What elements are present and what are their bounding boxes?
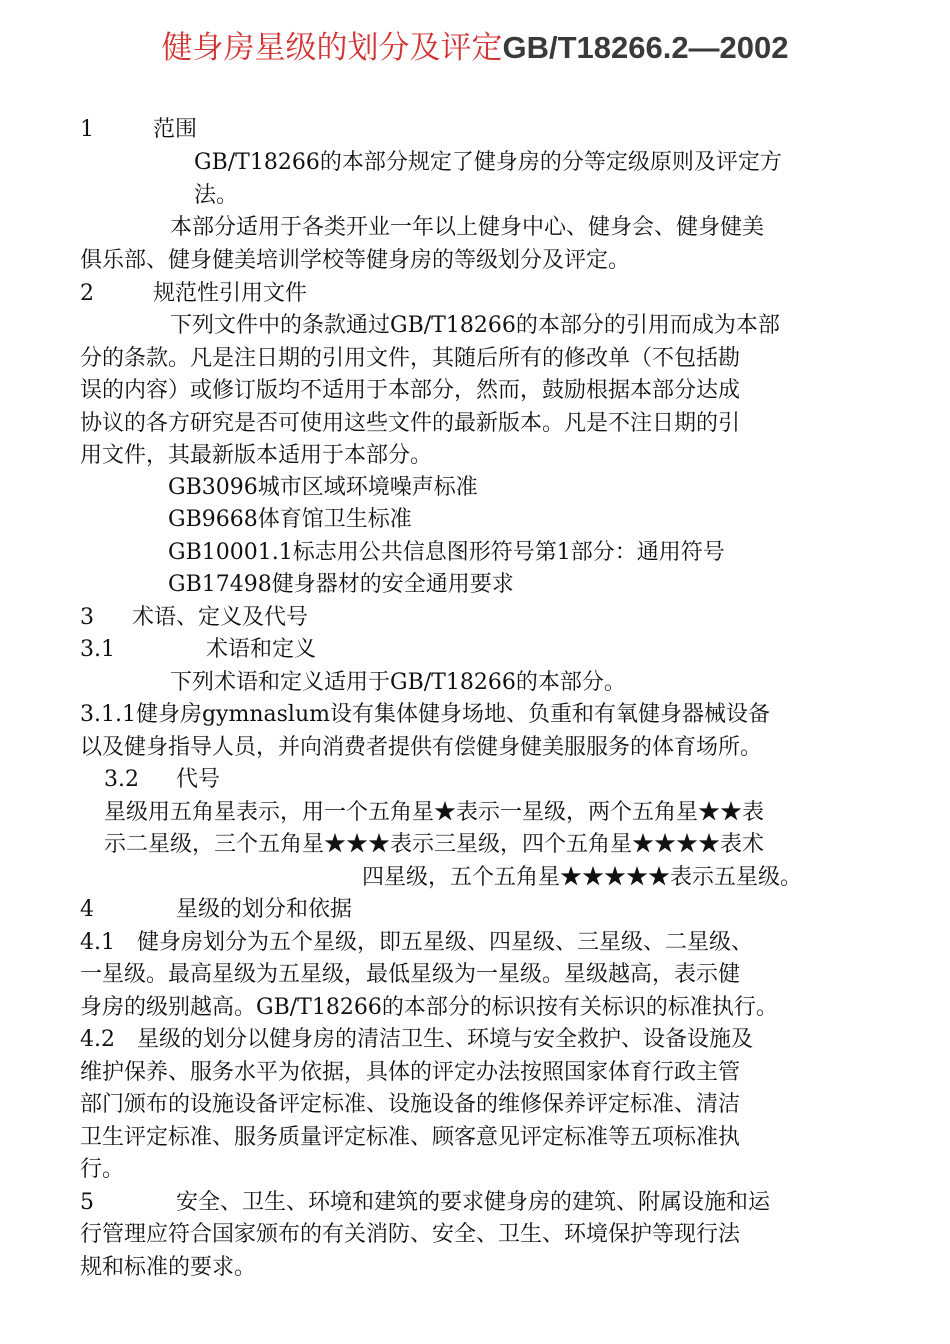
paragraph-line: 一星级。最高星级为五星级，最低星级为一星级。星级越高，表示健 [80, 962, 741, 987]
paragraph-line: 俱乐部、健身健美培训学校等健身房的等级划分及评定。 [80, 248, 631, 273]
reference-item: GB9668体育馆卫生标准 [168, 507, 412, 532]
paragraph-line: 以及健身指导人员，并向消费者提供有偿健身健美服服务的体育场所。 [80, 735, 763, 760]
paragraph-line: 四星级，五个五角星★★★★★表示五星级。 [362, 865, 803, 890]
paragraph-line: 本部分适用于各类开业一年以上健身中心、健身会、健身健美 [170, 215, 765, 240]
section-1-heading: 1 范围 [80, 117, 198, 142]
section-3-1-heading: 3.1 术语和定义 [80, 637, 317, 662]
paragraph-line: 维护保养、服务水平为依据，具体的评定办法按照国家体育行政主管 [80, 1060, 741, 1085]
section-3-2-heading: 3.2 代号 [104, 767, 221, 792]
reference-item: GB3096城市区域环境噪声标准 [168, 475, 478, 500]
section-4-heading: 4 星级的划分和依据 [80, 897, 353, 922]
paragraph-line: 行。 [80, 1157, 125, 1182]
title-standard-code: GB/T18266.2—2002 [502, 30, 789, 65]
reference-item: GB17498健身器材的安全通用要求 [168, 572, 514, 597]
paragraph-line: 3.1.1健身房gymnaslum设有集体健身场地、负重和有氧健身器械设备 [80, 702, 770, 727]
paragraph-line: 卫生评定标准、服务质量评定标准、顾客意见评定标准等五项标准执 [80, 1125, 741, 1150]
paragraph-line: 用文件，其最新版本适用于本部分。 [80, 443, 433, 468]
paragraph-line: 下列文件中的条款通过GB/T18266的本部分的引用而成为本部 [170, 313, 780, 338]
paragraph-line: 分的条款。凡是注日期的引用文件，其随后所有的修改单（不包括勘 [80, 346, 741, 371]
title-chinese: 健身房星级的划分及评定 [161, 30, 503, 66]
paragraph-line: 误的内容）或修订版均不适用于本部分，然而，鼓励根据本部分达成 [80, 378, 741, 403]
paragraph-line: 协议的各方研究是否可使用这些文件的最新版本。凡是不注日期的引 [80, 411, 741, 436]
paragraph-line: 示二星级，三个五角星★★★表示三星级，四个五角星★★★★表术 [104, 832, 765, 857]
paragraph-line: 下列术语和定义适用于GB/T18266的本部分。 [170, 670, 626, 695]
reference-item: GB10001.1标志用公共信息图形符号第1部分：通用符号 [168, 540, 725, 565]
paragraph-line: 法。 [194, 183, 239, 208]
paragraph-line: 4.2 星级的划分以健身房的清洁卫生、环境与安全救护、设备设施及 [80, 1027, 753, 1052]
paragraph-line: 规和标准的要求。 [80, 1255, 257, 1280]
paragraph-line: 身房的级别越高。GB/T18266的本部分的标识按有关标识的标准执行。 [80, 995, 778, 1020]
paragraph-line: 行管理应符合国家颁布的有关消防、安全、卫生、环境保护等现行法 [80, 1222, 741, 1247]
paragraph-line: 4.1 健身房划分为五个星级，即五星级、四星级、三星级、二星级、 [80, 930, 753, 955]
section-5-heading: 5 安全、卫生、环境和建筑的要求健身房的建筑、附属设施和运 [80, 1190, 771, 1215]
document-title [0, 28, 950, 68]
section-3-heading: 3 术语、定义及代号 [80, 605, 309, 630]
paragraph-line: GB/T18266的本部分规定了健身房的分等定级原则及评定方 [194, 150, 782, 175]
paragraph-line: 星级用五角星表示，用一个五角星★表示一星级，两个五角星★★表 [104, 800, 765, 825]
section-2-heading: 2 规范性引用文件 [80, 281, 308, 306]
paragraph-line: 部门颁布的设施设备评定标准、设施设备的维修保养评定标准、清洁 [80, 1092, 741, 1117]
